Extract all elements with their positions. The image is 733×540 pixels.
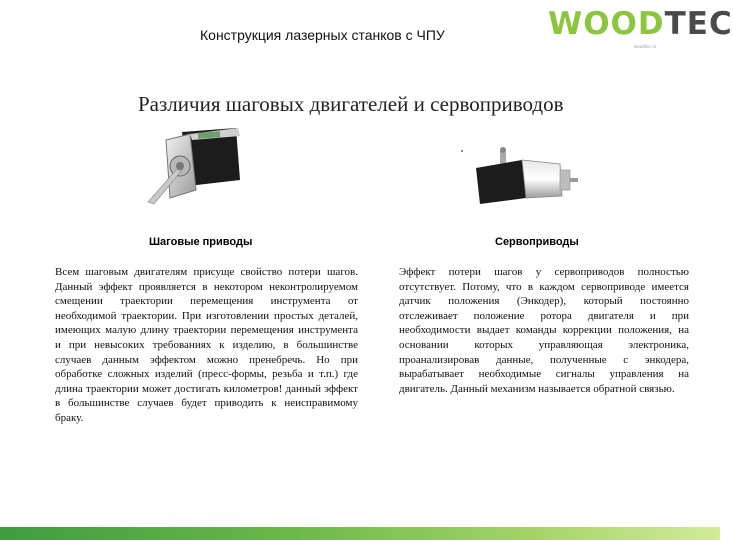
woodtec-logo	[548, 6, 733, 52]
logo-wordmark	[548, 6, 733, 42]
stepper-heading: Шаговые приводы	[149, 236, 253, 248]
header-title: Конструкция лазерных станков с ЧПУ	[200, 27, 445, 43]
servo-heading: Сервоприводы	[495, 236, 579, 248]
logo-tec: TEC	[664, 6, 733, 42]
slide-title: Различия шаговых двигателей и сервоприводов	[138, 92, 564, 116]
logo-wood: WOOD	[548, 6, 665, 42]
stepper-description: Всем шаговым двигателям присуще свойство потери шагов. Данный эффект проявляется в некотором неконтролируемом смещении траектории перемещения инструмента от необходимой траектории. При изготовлении простых деталей, имеющих малую длину траектории перемещения инструмента и при невысоких требованиях к изделию, в большинстве случаев данным эффектом можно пренебречь. Но при обработке сложных изделий (пресс-формы, резьба и т.п.) где длина траектории может достигать километров! данный эффект в большинстве случаев будет приводить к неисправимому браку.	[55, 266, 358, 424]
servo-description: Эффект потери шагов у сервоприводов полностью отсутствует. Потому, что в каждом сервоприводе имеется датчик положения (Энкодер), который постоянно отслеживает положение ротора двигателя и при необходимости выдает команды коррекции положения, на основании которых управляющая электроника, проанализировав данные, полученные с энкодера, вырабатывает необходимые сигналы управления на двигатель. Данный механизм называется обратной связью.	[399, 266, 689, 395]
logo-tagline: woodtec.ru	[634, 44, 657, 49]
stepper-motor-image	[144, 126, 244, 212]
servo-motor-image	[460, 146, 580, 210]
footer-gradient-bar	[0, 527, 720, 540]
